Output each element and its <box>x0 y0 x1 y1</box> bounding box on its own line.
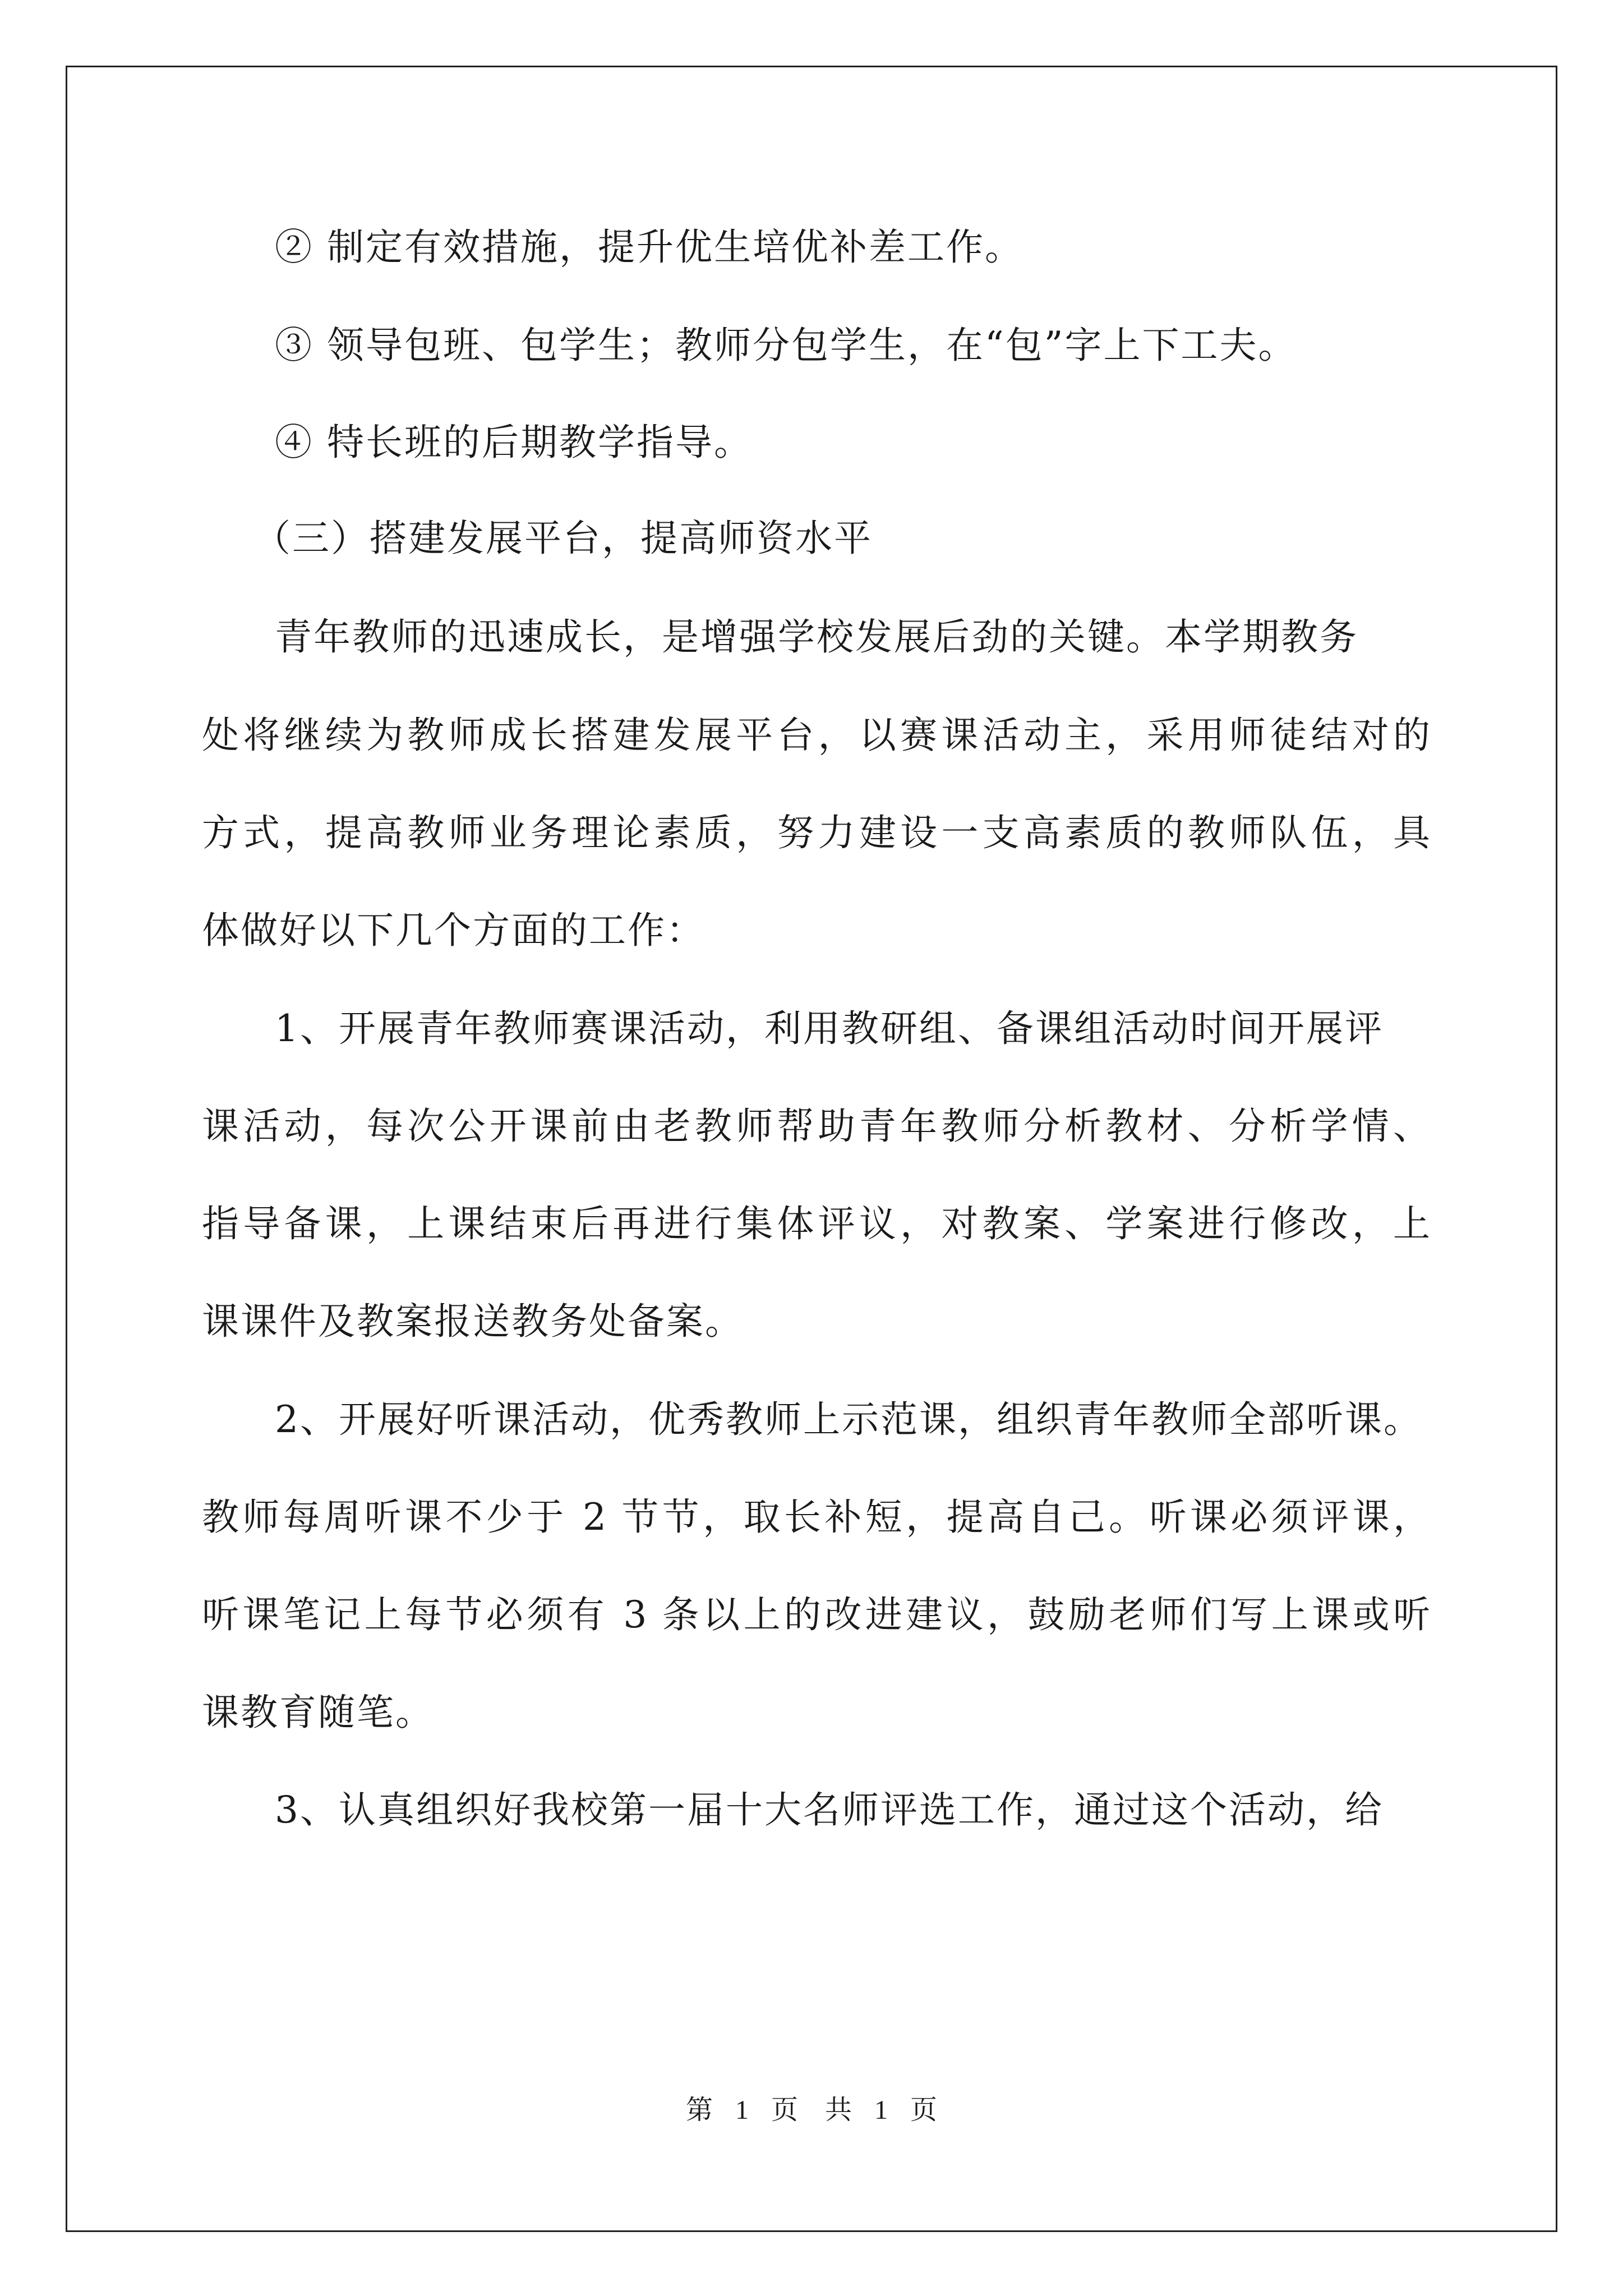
paragraph-line: 3、认真组织好我校第一届十大名师评选工作，通过这个活动，给 <box>275 1788 1384 1832</box>
paragraph-line: 课教育随笔。 <box>202 1691 434 1734</box>
paragraph-line: 课活动，每次公开课前由老教师帮助青年教师分析教材、分析学情、 <box>202 1105 1430 1148</box>
paragraph-line: 2、开展好听课活动，优秀教师上示范课，组织青年教师全部听课。 <box>275 1398 1422 1441</box>
paragraph-line: 听课笔记上每节必须有 3 条以上的改进建议，鼓励老师们写上课或听 <box>202 1593 1430 1636</box>
paragraph-line: 指导备课，上课结束后再进行集体评议，对教案、学案进行修改，上 <box>202 1202 1430 1245</box>
paragraph-line: 1、开展青年教师赛课活动，利用教研组、备课组活动时间开展评 <box>275 1007 1384 1050</box>
paragraph-line: 教师每周听课不少于 2 节节，取长补短，提高自己。听课必须评课， <box>202 1496 1430 1539</box>
section-heading: （三）搭建发展平台，提高师资水平 <box>253 517 873 560</box>
paragraph-line: 青年教师的迅速成长，是增强学校发展后劲的关键。本学期教务 <box>275 615 1358 659</box>
paragraph-line: 方式，提高教师业务理论素质，努力建设一支高素质的教师队伍，具 <box>202 811 1430 854</box>
paragraph-line: 处将继续为教师成长搭建发展平台，以赛课活动主，采用师徒结对的 <box>202 714 1430 757</box>
paragraph-line: 体做好以下几个方面的工作： <box>202 909 705 952</box>
list-item-2: ② 制定有效措施，提升优生培优补差工作。 <box>275 226 1023 269</box>
paragraph-line: 课课件及教案报送教务处备案。 <box>202 1300 744 1343</box>
list-item-3: ③ 领导包班、包学生；教师分包学生，在“包”字上下工夫。 <box>275 324 1297 367</box>
list-item-4: ④ 特长班的后期教学指导。 <box>275 421 753 464</box>
page-footer: 第 1 页 共 1 页 <box>685 2095 937 2125</box>
